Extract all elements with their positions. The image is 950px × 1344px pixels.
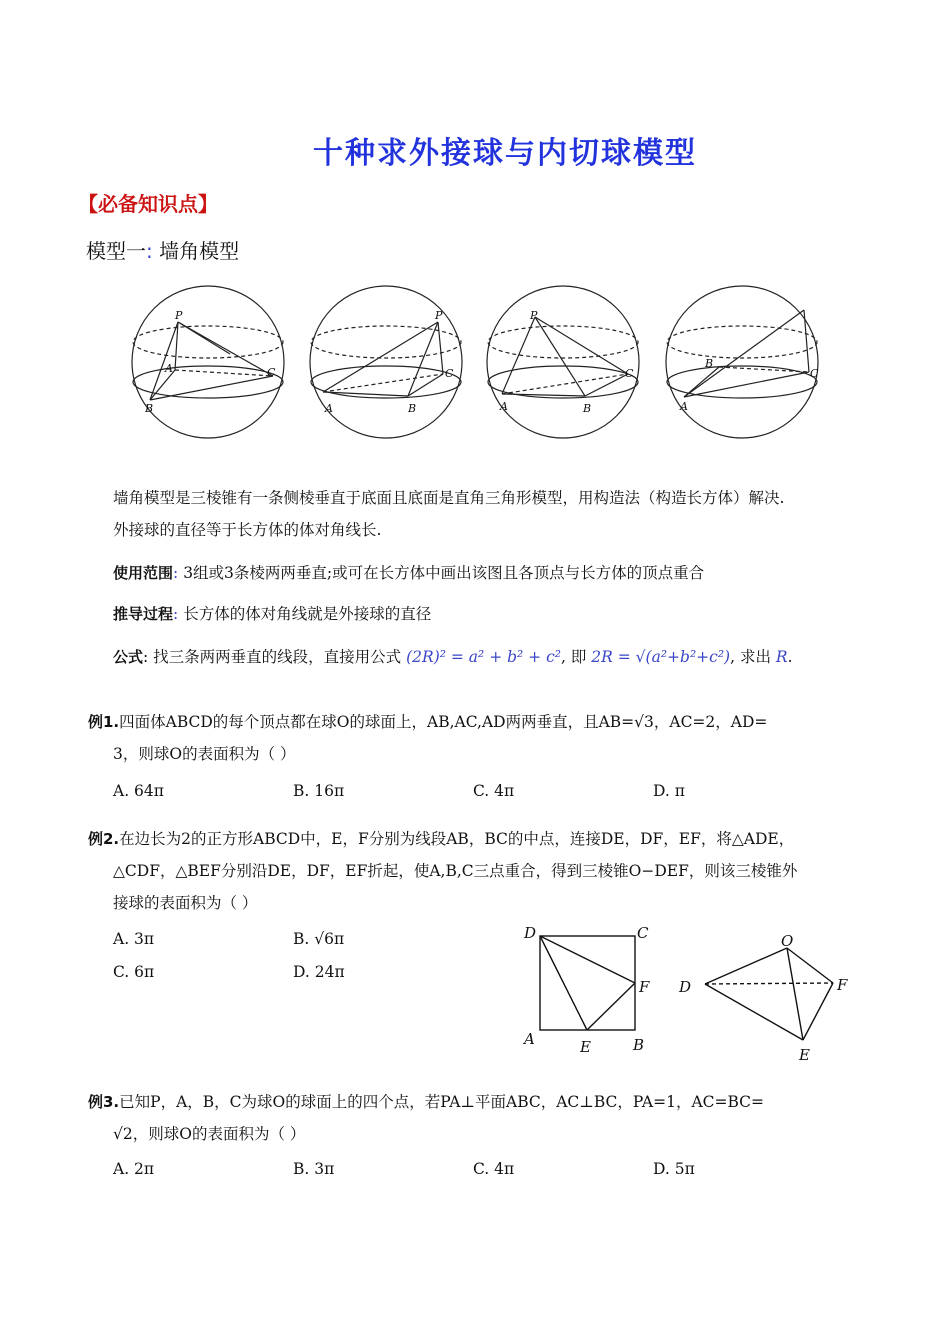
square-label-f: F [639,978,650,996]
ex2-line-2: △CDF，△BEF分别沿DE，DF，EF折起，使A,B,C三点重合，得到三棱锥O−DEF，则该三棱锥外 [113,862,798,880]
ex2-option-a[interactable]: A. 3π [113,930,155,948]
sphere4-label-a: A [680,400,688,413]
square-figure [540,936,635,1030]
sphere2-label-p: P [435,309,443,322]
square-label-a: A [524,1030,535,1048]
ex3-option-a[interactable]: A. 2π [113,1160,155,1178]
sphere3-label-a: A [500,400,508,413]
tetra-label-o: O [781,932,794,950]
intro-line-1: 墙角模型是三棱锥有一条侧棱垂直于底面且底面是直角三角形模型，用构造法（构造长方体）解决. [113,489,785,507]
derive-line: 推导过程: 长方体的体对角线就是外接球的直径 [113,605,432,623]
square-label-e: E [580,1038,591,1056]
formula-line: 公式: 找三条两两垂直的线段，直接用公式 (2R)² = a² + b² + c², 即 2R = √(a²+b²+c²), 求出 R. [113,648,793,666]
ex3-option-b[interactable]: B. 3π [293,1160,335,1178]
model-label: 墙角模型 [159,239,240,263]
ex3-label: 例3. [88,1093,120,1111]
ex2-line-3: 接球的表面积为（ ） [113,894,258,912]
ex3-text-1: 已知P，A，B，C为球O的球面上的四个点，若PA⊥平面ABC，AC⊥BC，PA=1，AC=BC= [119,1093,765,1111]
tetra-label-e: E [799,1046,810,1064]
sphere3-label-c: C [625,367,634,380]
ex1-line-1 [88,709,767,735]
sphere3-label-p: P [530,309,538,322]
formula-equation-2: 2R = √(a²+b²+c²) [591,648,731,666]
ex3-line-1 [88,1089,764,1115]
ex2-line-1 [88,826,794,852]
ex2-text-1: 在边长为2的正方形ABCD中，E，F分别为线段AB，BC的中点，连接DE，DF，EF，将△ADE， [119,830,795,848]
ex3-option-d[interactable]: D. 5π [653,1160,695,1178]
intro-line-2: 外接球的直径等于长方体的体对角线长. [113,521,382,539]
sphere-figure-4 [666,286,818,438]
ex3-option-c[interactable]: C. 4π [473,1160,515,1178]
formula-text-2: 即 [570,648,587,666]
usage-label: 使用范围 [113,564,174,582]
sphere-figure-3 [487,286,639,438]
ex3-line-2: √2，则球O的表面积为（ ） [113,1125,306,1143]
model-number: 模型一 [86,239,146,263]
sphere4-label-b: B [705,357,714,370]
section-heading: 【必备知识点】 [78,192,218,216]
sphere-figure-1 [132,286,284,438]
ex1-label: 例1. [88,713,120,731]
ex1-option-c[interactable]: C. 4π [473,782,515,800]
ex1-option-d[interactable]: D. π [653,782,685,800]
sphere4-label-c: C [810,367,819,380]
sphere1-label-c: C [267,366,276,379]
sphere2-label-c: C [445,367,454,380]
sphere1-label-p: P [175,309,183,322]
usage-text: 3组或3条棱两两垂直;或可在长方体中画出该图且各顶点与长方体的顶点重合 [183,564,705,582]
sphere1-label-b: B [145,402,154,415]
sphere1-label-a: A [165,362,173,375]
page-title: 十种求外接球与内切球模型 [313,136,697,171]
ex1-line-2: 3，则球O的表面积为（ ） [113,745,296,763]
ex2-label: 例2. [88,830,120,848]
formula-equation-1: (2R)² = a² + b² + c² [406,648,561,666]
sphere3-label-b: B [583,402,592,415]
square-label-b: B [633,1036,645,1054]
model-heading [86,235,239,264]
ex2-option-b[interactable]: B. √6π [293,930,345,948]
formula-text-1: 找三条两两垂直的线段，直接用公式 [153,648,402,666]
derive-text: 长方体的体对角线就是外接球的直径 [183,605,432,623]
ex2-option-d[interactable]: D. 24π [293,963,345,981]
wall-corner-sphere-figures [125,272,835,452]
ex1-option-b[interactable]: B. 16π [293,782,345,800]
tetra-label-d: D [679,978,692,996]
square-label-c: C [637,924,649,942]
model-colon: : [146,239,153,263]
tetrahedron-figure [705,948,833,1040]
formula-label: 公式 [113,648,144,666]
tetra-label-f: F [837,976,848,994]
ex2-option-c[interactable]: C. 6π [113,963,155,981]
sphere2-label-b: B [408,402,417,415]
formula-variable-r: R [775,648,788,666]
derive-label: 推导过程 [113,605,174,623]
ex1-option-a[interactable]: A. 64π [113,782,164,800]
sphere2-label-a: A [325,402,333,415]
formula-text-3: 求出 [739,648,771,666]
ex2-figures [515,918,865,1068]
ex1-text-1: 四面体ABCD的每个顶点都在球O的球面上，AB,AC,AD两两垂直，且AB=√3，AC=2，AD= [119,713,768,731]
square-label-d: D [524,924,537,942]
usage-line: 使用范围: 3组或3条棱两两垂直;或可在长方体中画出该图且各顶点与长方体的顶点重合 [113,564,705,582]
